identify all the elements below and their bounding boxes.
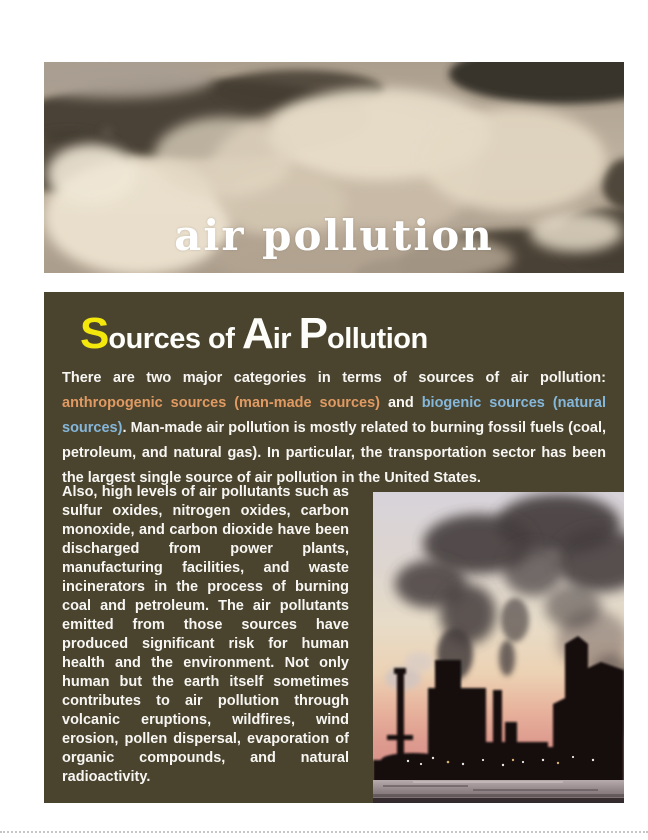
intro-text-2: and <box>379 395 422 411</box>
hero-image <box>44 62 624 273</box>
intro-biogenic-highlight: biogenic sources (natural sources) <box>62 395 607 436</box>
article-section <box>44 292 624 803</box>
page-break-dotted-line <box>0 831 648 833</box>
heading-rest-2: ir <box>272 323 299 355</box>
intro-anthropogenic-highlight: anthropogenic sources (man-made sources) <box>62 395 380 411</box>
smokestacks-photo <box>373 492 624 803</box>
heading-rest-1: ources of <box>108 323 242 355</box>
intro-text-3: . Man-made air pollution is mostly related to burning fossil fuels (coal, petroleum, and natural gas). In particular, the transportation sector has been the largest single source of air pollution in the United States. <box>62 420 606 486</box>
heading-rest-3: ollution <box>327 323 428 355</box>
heading-initial-a: A <box>241 309 273 358</box>
intro-paragraph <box>62 366 606 491</box>
smokestacks-illustration <box>373 492 624 803</box>
section-heading <box>80 310 428 372</box>
heading-initial-s: S <box>80 309 109 358</box>
body-paragraph: Also, high levels of air pollutants such as sulfur oxides, nitrogen oxides, carbon monoxide, and carbon dioxide have been discharged from power plants, manufacturing facilities, and waste incinerators in the process of burning coal and petroleum. The air pollutants emitted from those sources have produced significant risk for human health and the environment. Not only human but the earth itself sometimes contributes to air pollution through volcanic eruptions, wildfires, wind erosion, pollen dispersal, evaporation of organic compounds, and natural radioactivity. <box>62 484 349 785</box>
intro-text-1: There are two major categories in terms of sources of air pollution: <box>62 370 606 386</box>
hero-title: air pollution <box>174 211 494 260</box>
heading-initial-p: P <box>298 309 327 358</box>
